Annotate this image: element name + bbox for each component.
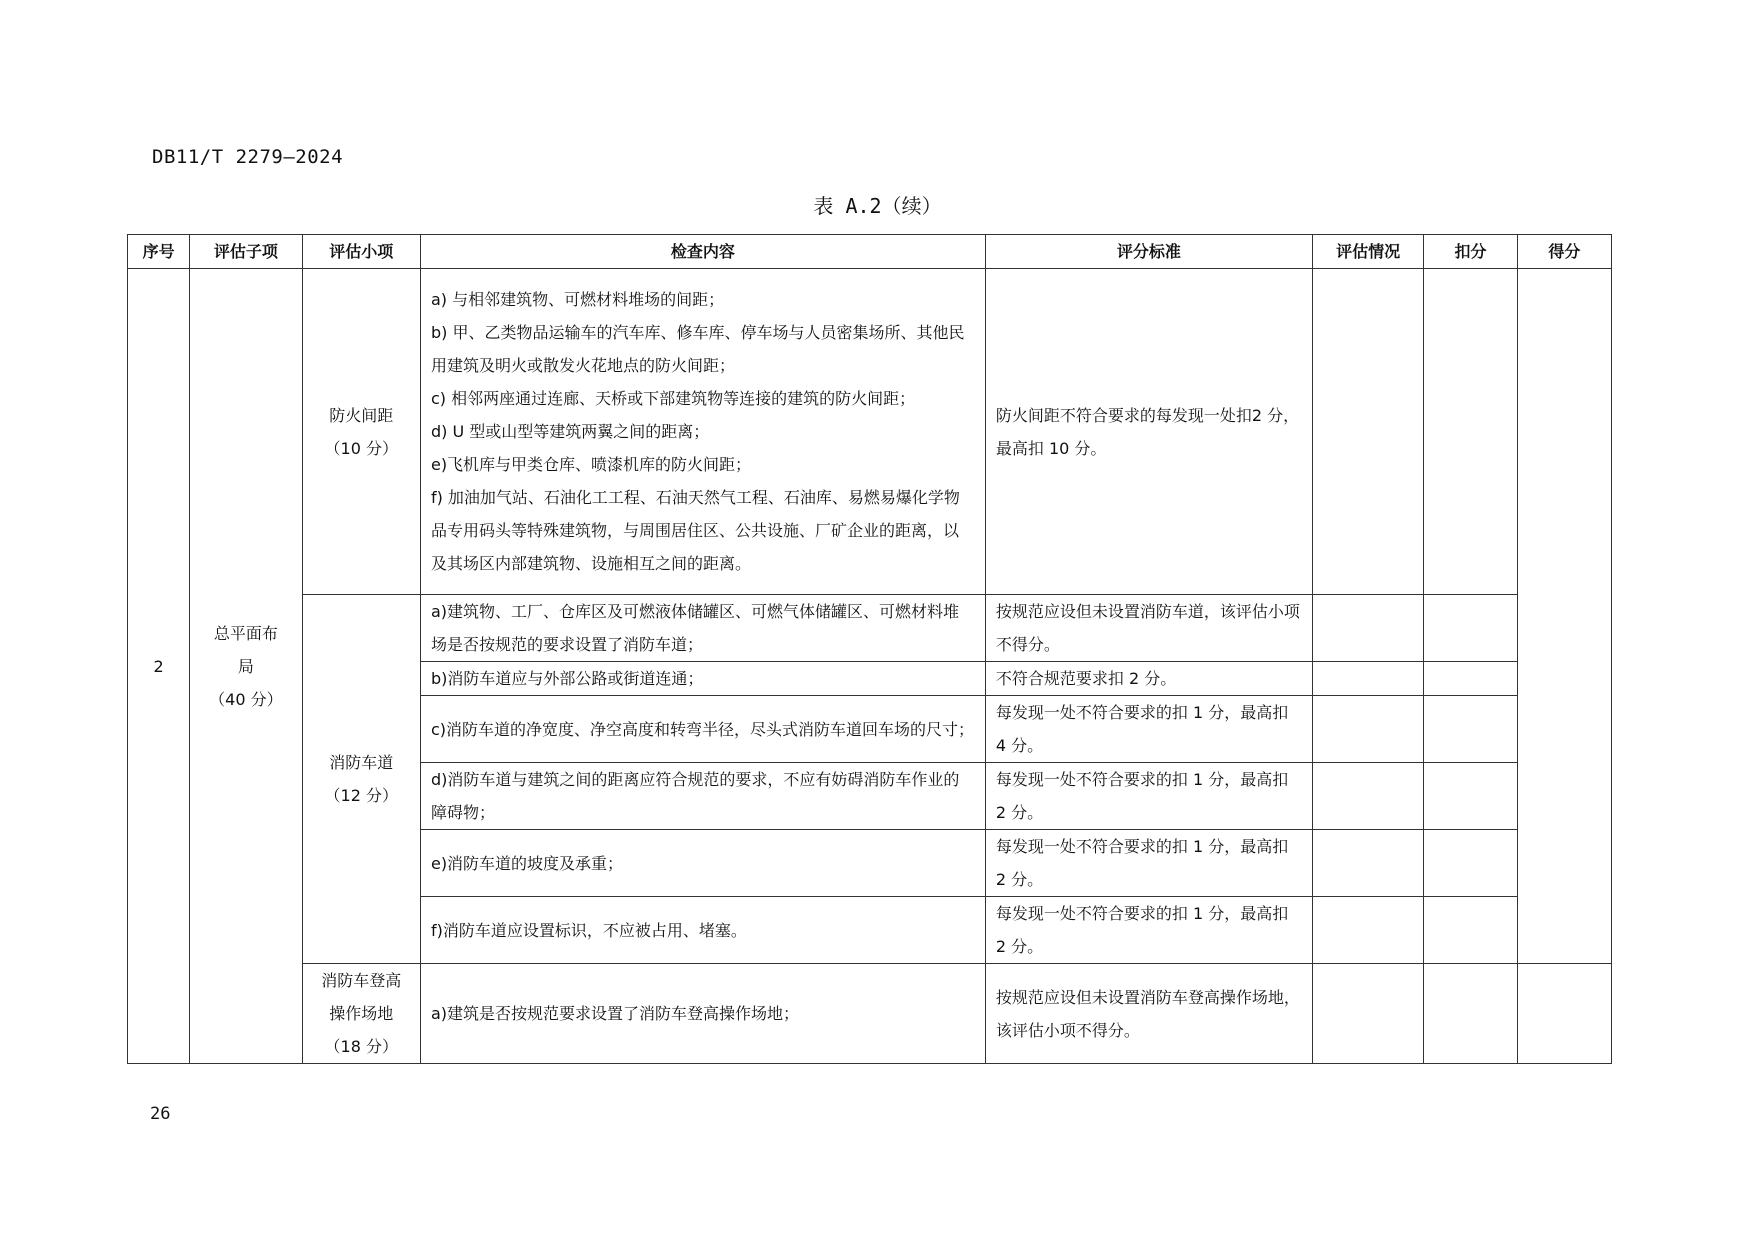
assessment-cell xyxy=(1312,830,1423,897)
check-content-cell: a)建筑物、工厂、仓库区及可燃液体储罐区、可燃气体储罐区、可燃材料堆场是否按规范的要求设置了消防车道； xyxy=(420,595,985,662)
table-header-row xyxy=(128,235,1612,269)
check-item: a) 与相邻建筑物、可燃材料堆场的间距； xyxy=(430,290,725,309)
col-header-small-item: 评估小项 xyxy=(302,235,420,269)
check-item: d) U 型或山型等建筑两翼之间的距离； xyxy=(430,422,710,441)
small-item-score: （12 分） xyxy=(324,786,398,805)
small-item-score: （18 分） xyxy=(324,1037,398,1056)
deduction-cell xyxy=(1424,595,1517,662)
assessment-cell xyxy=(1312,595,1423,662)
table-row xyxy=(128,964,1612,1064)
small-item-label: 消防车道 xyxy=(329,753,394,772)
check-content-cell: c)消防车道的净宽度、净空高度和转弯半径，尽头式消防车道回车场的尺寸； xyxy=(420,696,985,763)
scoring-standard-cell: 按规范应设但未设置消防车登高操作场地，该评估小项不得分。 xyxy=(985,964,1312,1064)
col-header-subitem: 评估子项 xyxy=(190,235,302,269)
subitem-label: 总平面布 xyxy=(213,623,278,643)
deduction-cell xyxy=(1424,269,1517,595)
document-code: DB11/T 2279—2024 xyxy=(152,146,344,168)
check-content-cell: d)消防车道与建筑之间的距离应符合规范的要求，不应有妨碍消防车作业的障碍物； xyxy=(420,763,985,830)
assessment-cell xyxy=(1312,964,1423,1064)
col-header-check-content: 检查内容 xyxy=(420,235,985,269)
assessment-cell xyxy=(1312,763,1423,830)
col-header-deduction: 扣分 xyxy=(1424,235,1517,269)
deduction-cell xyxy=(1424,830,1517,897)
col-header-scoring-standard: 评分标准 xyxy=(985,235,1312,269)
scoring-standard-cell: 每发现一处不符合要求的扣 1 分，最高扣 4 分。 xyxy=(985,696,1312,763)
table-row xyxy=(128,595,1612,662)
assessment-cell xyxy=(1312,662,1423,696)
check-content-cell: a)建筑是否按规范要求设置了消防车登高操作场地； xyxy=(420,964,985,1064)
deduction-cell xyxy=(1424,964,1517,1064)
deduction-cell xyxy=(1424,897,1517,964)
subitem-cell xyxy=(190,269,302,1064)
assessment-cell xyxy=(1312,696,1423,763)
check-item: b) 甲、乙类物品运输车的汽车库、修车库、停车场与人员密集场所、其他民用建筑及明火或散发火花地点的防火间距； xyxy=(430,323,965,375)
scoring-standard-cell: 每发现一处不符合要求的扣 1 分，最高扣 2 分。 xyxy=(985,830,1312,897)
scoring-standard-cell: 不符合规范要求扣 2 分。 xyxy=(985,662,1312,696)
small-item-label: 操作场地 xyxy=(329,1004,394,1023)
small-item-aerial-platform xyxy=(302,964,420,1064)
col-header-seq: 序号 xyxy=(128,235,190,269)
table-row xyxy=(128,269,1612,595)
page-number: 26 xyxy=(150,1104,171,1124)
assessment-cell xyxy=(1312,897,1423,964)
deduction-cell xyxy=(1424,763,1517,830)
scoring-standard-cell: 按规范应设但未设置消防车道，该评估小项不得分。 xyxy=(985,595,1312,662)
score-cell xyxy=(1517,964,1611,1064)
small-item-label: 消防车登高 xyxy=(321,971,402,990)
small-item-score: （10 分） xyxy=(324,438,398,458)
evaluation-table xyxy=(127,234,1612,1064)
deduction-cell xyxy=(1424,696,1517,763)
col-header-score: 得分 xyxy=(1517,235,1611,269)
col-header-assessment: 评估情况 xyxy=(1312,235,1423,269)
seq-cell: 2 xyxy=(128,269,190,1064)
small-item-fire-lane xyxy=(302,595,420,964)
check-item: f) 加油加气站、石油化工工程、石油天然气工程、石油库、易燃易爆化学物品专用码头等特殊建筑物，与周围居住区、公共设施、厂矿企业的距离，以及其场区内部建筑物、设施相互之间的距离。 xyxy=(430,488,960,573)
deduction-cell xyxy=(1424,662,1517,696)
small-item-label: 防火间距 xyxy=(329,405,394,425)
scoring-standard-cell: 防火间距不符合要求的每发现一处扣2 分，最高扣 10 分。 xyxy=(985,269,1312,595)
small-item-fire-spacing xyxy=(302,269,420,595)
check-item: c) 相邻两座通过连廊、天桥或下部建筑物等连接的建筑的防火间距； xyxy=(430,389,916,408)
subitem-score: （40 分） xyxy=(209,689,283,709)
scoring-standard-cell: 每发现一处不符合要求的扣 1 分，最高扣 2 分。 xyxy=(985,763,1312,830)
check-content-cell xyxy=(420,269,985,595)
table-title: 表 A.2（续） xyxy=(813,194,942,218)
scoring-standard-cell: 每发现一处不符合要求的扣 1 分，最高扣 2 分。 xyxy=(985,897,1312,964)
check-item: e)飞机库与甲类仓库、喷漆机库的防火间距； xyxy=(430,455,752,474)
check-content-cell: f)消防车道应设置标识，不应被占用、堵塞。 xyxy=(420,897,985,964)
check-content-cell: b)消防车道应与外部公路或街道连通； xyxy=(420,662,985,696)
score-cell xyxy=(1517,269,1611,964)
check-content-cell: e)消防车道的坡度及承重； xyxy=(420,830,985,897)
subitem-label: 局 xyxy=(237,656,254,676)
assessment-cell xyxy=(1312,269,1423,595)
